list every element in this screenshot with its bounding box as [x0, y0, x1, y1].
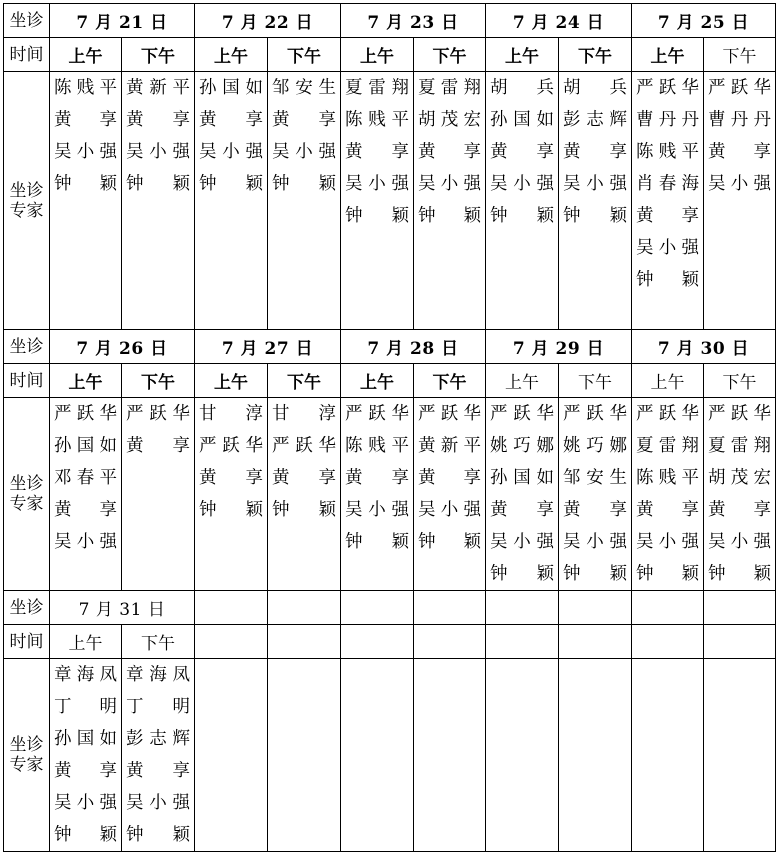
expert-name: 吴小强 — [418, 500, 481, 520]
expert-name: 钟颖 — [636, 564, 699, 584]
empty-cell — [341, 625, 414, 659]
expert-name: 钟颖 — [54, 825, 117, 845]
date-header: 7 月 30 日 — [632, 330, 776, 364]
expert-name: 黄享 — [54, 500, 117, 520]
label-experts-row — [4, 398, 50, 591]
expert-name: 吴小强 — [563, 532, 627, 552]
empty-cell — [632, 591, 704, 625]
date-row — [4, 330, 776, 364]
expert-name: 严跃华 — [636, 78, 699, 98]
expert-name: 胡茂宏 — [418, 110, 481, 130]
expert-name: 吴小强 — [126, 142, 190, 162]
empty-cell — [414, 659, 486, 852]
expert-list — [195, 72, 267, 200]
half-day-header: 上午 — [50, 38, 122, 72]
expert-name: 严跃华 — [126, 404, 190, 424]
label-time-row: 时间 — [4, 38, 50, 72]
label-experts-line: 专家 — [9, 200, 44, 221]
expert-name: 吴小强 — [272, 142, 336, 162]
date-header: 7 月 26 日 — [50, 330, 195, 364]
expert-cell — [50, 659, 122, 852]
expert-name: 吴小强 — [126, 793, 190, 813]
expert-name: 吴小强 — [418, 174, 481, 194]
expert-name: 钟颖 — [272, 174, 336, 194]
expert-name: 吴小强 — [708, 532, 771, 552]
label-date-row: 坐诊 — [4, 591, 50, 625]
expert-name: 陈贱平 — [345, 436, 409, 456]
expert-name: 姚巧娜 — [490, 436, 554, 456]
expert-list — [704, 398, 775, 590]
expert-name: 孙国如 — [199, 78, 263, 98]
time-row — [4, 38, 776, 72]
expert-name: 姚巧娜 — [563, 436, 627, 456]
expert-list — [122, 72, 194, 200]
label-time-row: 时间 — [4, 364, 50, 398]
date-header: 7 月 24 日 — [486, 4, 632, 38]
expert-name: 钟颖 — [563, 206, 627, 226]
expert-name: 严跃华 — [708, 78, 771, 98]
expert-name: 黄享 — [126, 436, 190, 456]
experts-row — [4, 659, 776, 852]
expert-name: 吴小强 — [563, 174, 627, 194]
empty-cell — [704, 591, 776, 625]
label-experts-row — [4, 72, 50, 330]
expert-name: 严跃华 — [563, 404, 627, 424]
expert-name: 夏雷翔 — [345, 78, 409, 98]
date-header: 7 月 25 日 — [632, 4, 776, 38]
expert-list — [122, 659, 194, 851]
expert-cell — [50, 72, 122, 330]
expert-cell — [341, 72, 414, 330]
expert-name: 甘淳 — [199, 404, 263, 424]
expert-list — [632, 72, 703, 296]
expert-name: 黄享 — [54, 761, 117, 781]
half-day-header: 上午 — [50, 625, 122, 659]
expert-name: 钟颖 — [199, 500, 263, 520]
half-day-header: 下午 — [414, 38, 486, 72]
half-day-header: 上午 — [486, 38, 559, 72]
expert-name: 甘淳 — [272, 404, 336, 424]
expert-name: 严跃华 — [345, 404, 409, 424]
expert-list — [122, 398, 194, 462]
expert-name: 黄享 — [490, 500, 554, 520]
half-day-header: 下午 — [414, 364, 486, 398]
expert-cell — [122, 72, 195, 330]
empty-cell — [195, 625, 268, 659]
empty-cell — [486, 659, 559, 852]
label-time-row: 时间 — [4, 625, 50, 659]
expert-name: 黄享 — [126, 110, 190, 130]
expert-name: 钟颖 — [563, 564, 627, 584]
expert-name: 曹丹丹 — [708, 110, 771, 130]
expert-name: 钟颖 — [418, 532, 481, 552]
expert-name: 黄享 — [636, 206, 699, 226]
expert-list — [195, 398, 267, 526]
expert-name: 吴小强 — [54, 142, 117, 162]
expert-cell — [414, 398, 486, 591]
expert-list — [559, 72, 631, 232]
expert-name: 吴小强 — [199, 142, 263, 162]
half-day-header: 上午 — [341, 38, 414, 72]
expert-name: 黄享 — [708, 142, 771, 162]
expert-name: 陈贱平 — [54, 78, 117, 98]
empty-cell — [704, 625, 776, 659]
expert-name: 丁明 — [54, 697, 117, 717]
expert-name: 章海凤 — [54, 665, 117, 685]
expert-cell — [341, 398, 414, 591]
expert-list — [341, 398, 413, 558]
label-experts-line: 坐诊 — [9, 474, 44, 494]
expert-name: 章海凤 — [126, 665, 190, 685]
expert-cell — [50, 398, 122, 591]
expert-name: 黄新平 — [418, 436, 481, 456]
expert-cell — [268, 72, 341, 330]
half-day-header: 上午 — [195, 38, 268, 72]
expert-name: 钟颖 — [708, 564, 771, 584]
label-date-row: 坐诊 — [4, 330, 50, 364]
empty-cell — [268, 659, 341, 852]
expert-name: 胡兵 — [490, 78, 554, 98]
expert-name: 邹安生 — [563, 468, 627, 488]
expert-name: 彭志辉 — [563, 110, 627, 130]
expert-name: 孙国如 — [490, 110, 554, 130]
expert-cell — [704, 398, 776, 591]
half-day-header: 上午 — [195, 364, 268, 398]
date-row — [4, 591, 776, 625]
expert-list — [268, 72, 340, 200]
expert-list — [632, 398, 703, 590]
expert-list — [414, 398, 485, 558]
expert-name: 吴小强 — [708, 174, 771, 194]
expert-name: 邹安生 — [272, 78, 336, 98]
expert-list — [341, 72, 413, 232]
time-row — [4, 625, 776, 659]
half-day-header: 下午 — [122, 625, 195, 659]
expert-name: 严跃华 — [272, 436, 336, 456]
empty-cell — [632, 659, 704, 852]
expert-name: 陈贱平 — [636, 468, 699, 488]
expert-list — [486, 72, 558, 232]
expert-list — [50, 398, 121, 558]
date-header: 7 月 28 日 — [341, 330, 486, 364]
empty-cell — [559, 591, 632, 625]
expert-cell — [268, 398, 341, 591]
half-day-header: 下午 — [122, 364, 195, 398]
empty-cell — [268, 625, 341, 659]
half-day-header: 下午 — [559, 364, 632, 398]
half-day-header: 下午 — [704, 364, 776, 398]
expert-name: 邓春平 — [54, 468, 117, 488]
expert-name: 钟颖 — [418, 206, 481, 226]
expert-name: 黄新平 — [126, 78, 190, 98]
expert-name: 黄享 — [345, 142, 409, 162]
expert-cell — [195, 72, 268, 330]
date-header: 7 月 31 日 — [50, 591, 195, 625]
expert-name: 孙国如 — [54, 729, 117, 749]
expert-list — [414, 72, 485, 232]
expert-name: 钟颖 — [636, 270, 699, 290]
expert-name: 黄享 — [490, 142, 554, 162]
expert-name: 严跃华 — [636, 404, 699, 424]
expert-name: 钟颖 — [345, 532, 409, 552]
expert-name: 严跃华 — [199, 436, 263, 456]
expert-list — [50, 659, 121, 851]
expert-name: 黄享 — [199, 110, 263, 130]
half-day-header: 下午 — [704, 38, 776, 72]
expert-cell — [632, 398, 704, 591]
expert-name: 黄享 — [636, 500, 699, 520]
expert-name: 黄享 — [418, 468, 481, 488]
date-row — [4, 4, 776, 38]
empty-cell — [195, 591, 268, 625]
expert-name: 钟颖 — [126, 825, 190, 845]
half-day-header: 下午 — [268, 364, 341, 398]
half-day-header: 上午 — [341, 364, 414, 398]
expert-name: 黄享 — [418, 142, 481, 162]
expert-name: 吴小强 — [636, 238, 699, 258]
expert-name: 夏雷翔 — [636, 436, 699, 456]
half-day-header: 上午 — [50, 364, 122, 398]
expert-name: 陈贱平 — [345, 110, 409, 130]
empty-cell — [704, 659, 776, 852]
label-date-row: 坐诊 — [4, 4, 50, 38]
expert-name: 肖春海 — [636, 174, 699, 194]
empty-cell — [341, 659, 414, 852]
experts-row — [4, 398, 776, 591]
label-experts-line: 坐诊 — [9, 735, 44, 755]
expert-name: 孙国如 — [54, 436, 117, 456]
date-header: 7 月 22 日 — [195, 4, 341, 38]
expert-list — [50, 72, 121, 200]
expert-name: 吴小强 — [636, 532, 699, 552]
expert-cell — [195, 398, 268, 591]
expert-name: 吴小强 — [54, 532, 117, 552]
empty-cell — [268, 591, 341, 625]
label-experts-line: 专家 — [9, 755, 44, 775]
empty-cell — [559, 625, 632, 659]
expert-list — [704, 72, 775, 200]
expert-name: 胡茂宏 — [708, 468, 771, 488]
expert-list — [268, 398, 340, 526]
date-header: 7 月 27 日 — [195, 330, 341, 364]
empty-cell — [486, 625, 559, 659]
expert-name: 钟颖 — [272, 500, 336, 520]
expert-name: 钟颖 — [490, 564, 554, 584]
empty-cell — [341, 591, 414, 625]
expert-name: 陈贱平 — [636, 142, 699, 162]
expert-name: 严跃华 — [708, 404, 771, 424]
expert-list — [559, 398, 631, 590]
empty-cell — [414, 591, 486, 625]
half-day-header: 上午 — [632, 38, 704, 72]
expert-name: 夏雷翔 — [708, 436, 771, 456]
expert-name: 吴小强 — [345, 174, 409, 194]
expert-name: 黄享 — [272, 468, 336, 488]
expert-name: 吴小强 — [490, 532, 554, 552]
empty-cell — [559, 659, 632, 852]
empty-cell — [195, 659, 268, 852]
expert-cell — [486, 72, 559, 330]
empty-cell — [414, 625, 486, 659]
expert-name: 黄享 — [54, 110, 117, 130]
date-header: 7 月 21 日 — [50, 4, 195, 38]
expert-name: 夏雷翔 — [418, 78, 481, 98]
half-day-header: 下午 — [122, 38, 195, 72]
expert-cell — [559, 398, 632, 591]
expert-cell — [632, 72, 704, 330]
expert-name: 黄享 — [563, 142, 627, 162]
expert-name: 胡兵 — [563, 78, 627, 98]
expert-name: 严跃华 — [418, 404, 481, 424]
expert-name: 黄享 — [199, 468, 263, 488]
label-experts-line: 专家 — [9, 494, 44, 514]
expert-name: 吴小强 — [54, 793, 117, 813]
expert-name: 严跃华 — [490, 404, 554, 424]
half-day-header: 上午 — [486, 364, 559, 398]
expert-cell — [704, 72, 776, 330]
expert-name: 孙国如 — [490, 468, 554, 488]
expert-name: 曹丹丹 — [636, 110, 699, 130]
expert-name: 彭志辉 — [126, 729, 190, 749]
half-day-header: 下午 — [268, 38, 341, 72]
expert-name: 丁明 — [126, 697, 190, 717]
expert-name: 钟颖 — [345, 206, 409, 226]
expert-cell — [486, 398, 559, 591]
half-day-header: 下午 — [559, 38, 632, 72]
expert-name: 钟颖 — [199, 174, 263, 194]
expert-name: 黄享 — [126, 761, 190, 781]
label-experts-line: 坐诊 — [9, 180, 44, 201]
expert-name: 黄享 — [272, 110, 336, 130]
half-day-header: 上午 — [632, 364, 704, 398]
expert-cell — [122, 398, 195, 591]
expert-cell — [559, 72, 632, 330]
date-header: 7 月 23 日 — [341, 4, 486, 38]
experts-row — [4, 72, 776, 330]
expert-name: 黄享 — [345, 468, 409, 488]
label-experts-row — [4, 659, 50, 852]
expert-name: 钟颖 — [126, 174, 190, 194]
schedule-table — [3, 3, 776, 852]
expert-cell — [122, 659, 195, 852]
expert-name: 黄享 — [708, 500, 771, 520]
expert-name: 黄享 — [563, 500, 627, 520]
empty-cell — [632, 625, 704, 659]
expert-name: 吴小强 — [345, 500, 409, 520]
expert-list — [486, 398, 558, 590]
time-row — [4, 364, 776, 398]
expert-cell — [414, 72, 486, 330]
expert-name: 吴小强 — [490, 174, 554, 194]
empty-cell — [486, 591, 559, 625]
expert-name: 严跃华 — [54, 404, 117, 424]
expert-name: 钟颖 — [490, 206, 554, 226]
expert-name: 钟颖 — [54, 174, 117, 194]
date-header: 7 月 29 日 — [486, 330, 632, 364]
